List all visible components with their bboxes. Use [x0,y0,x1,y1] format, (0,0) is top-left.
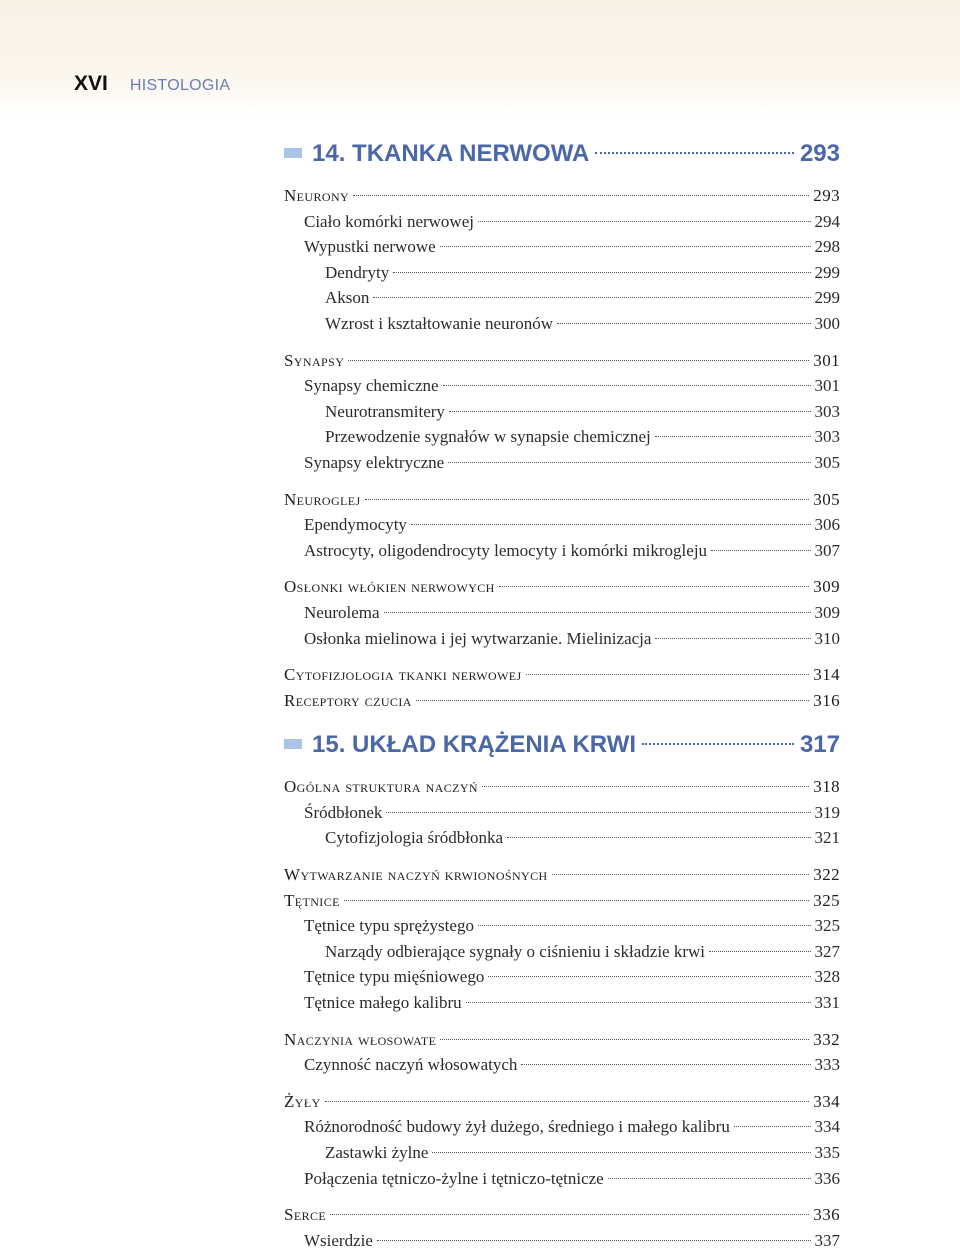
toc-entry [284,600,840,626]
toc-entry-label: Ependymocyty [304,515,407,535]
toc-entry-page: 319 [814,802,840,822]
toc-entry-label: Przewodzenie sygnałów w synapsie chemicznej [325,427,651,447]
toc-entry-page: 300 [814,313,840,333]
toc-entry [284,348,840,374]
chapter-page: 317 [799,731,840,759]
toc-entry-label: Neurolema [304,602,380,622]
toc-entry-label: Astrocyty, oligodendrocyty lemocyty i komórki mikrogleju [304,540,708,560]
toc-entry [284,487,840,513]
toc-entry [284,1052,840,1078]
toc-entry-page: 293 [813,186,840,205]
dot-leader [448,462,810,463]
toc-entry [284,1228,840,1253]
chapter-marker-icon [284,148,302,158]
toc-entry [284,990,840,1016]
toc-entry [284,1027,840,1053]
toc-entry-label: Połączenia tętniczo-żylne i tętniczo-tętnicze [304,1168,604,1188]
toc-entry [284,538,840,564]
toc-entry-label: Neurotransmitery [325,401,445,421]
toc-entry-page: 309 [813,577,840,597]
group-gap [284,337,840,348]
dot-leader [734,1126,811,1127]
dot-leader [595,152,794,154]
toc-entry [284,311,840,337]
toc-entry-label: Wzrost i kształtowanie neuronów [325,313,554,333]
dot-leader [642,743,794,745]
toc-entry-label: Tętnice małego kalibru [304,993,462,1013]
dot-leader [655,436,811,437]
toc-entry-page: 322 [813,865,840,885]
toc-entry-label: Osłonka mielinowa i jej wytwarzanie. Mielinizacja [304,628,652,648]
toc-entry [284,209,840,235]
toc-entry [284,688,840,714]
heading-gap [284,763,840,774]
header-band [0,0,960,118]
toc-entry [284,373,840,399]
toc-entry-page: 325 [814,916,840,936]
dot-leader [365,499,810,500]
toc-entry-page: 316 [813,690,840,710]
toc-entry [284,888,840,914]
dot-leader [393,272,810,273]
toc-entry-page: 299 [814,262,840,282]
table-of-contents [284,136,840,1253]
toc-entry-label: Tętnice typu mięśniowego [304,967,485,987]
toc-entry-page: 306 [814,515,840,535]
toc-entry [284,450,840,476]
toc-entry-label: Wytwarzanie naczyń krwionośnych [284,865,548,885]
chapter-marker-icon [284,739,302,749]
toc-entry [284,913,840,939]
dot-leader [344,900,809,901]
toc-entry-page: 332 [813,1029,840,1049]
toc-entry-page: 337 [814,1230,840,1250]
toc-entry-page: 325 [813,890,840,910]
dot-leader [608,1178,811,1179]
toc-entry-label: Wsierdzie [304,1230,373,1250]
toc-entry-page: 303 [814,401,840,421]
group-gap [284,651,840,662]
toc-entry-label: Naczynia włosowate [284,1029,437,1049]
toc-entry-page: 305 [813,489,840,509]
toc-entry-page: 321 [814,828,840,848]
toc-entry-page: 334 [813,1091,840,1111]
toc-entry-label: Narządy odbierające sygnały o ciśnieniu i składzie krwi [325,941,706,961]
dot-leader [416,700,810,701]
toc-entry [284,285,840,311]
toc-entry [284,800,840,826]
group-gap [284,1078,840,1089]
toc-entry-page: 334 [814,1117,840,1137]
toc-entry-page: 333 [814,1055,840,1075]
group-gap [284,1191,840,1202]
toc-entry-label: Ciało komórki nerwowej [304,211,474,231]
group-gap [284,563,840,574]
chapter-title: 14. TKANKA NERWOWA [312,140,590,167]
toc-entry-label: Synapsy chemiczne [304,376,439,396]
toc-entry [284,825,840,851]
toc-entry-page: 331 [814,993,840,1013]
dot-leader [557,323,810,324]
dot-leader [711,550,810,551]
dot-leader [478,221,811,222]
toc-entry [284,774,840,800]
toc-entry [284,939,840,965]
toc-entry-page: 335 [814,1143,840,1162]
toc-entry [284,234,840,260]
dot-leader [386,812,810,813]
toc-entry [284,574,840,600]
toc-entry [284,626,840,652]
dot-leader [507,837,810,838]
dot-leader [443,385,811,386]
toc-entry-page: 301 [813,350,840,370]
toc-entry-label: Synapsy [284,350,345,370]
dot-leader [373,297,810,298]
toc-entry-page: 307 [814,540,840,560]
toc-entry [284,1114,840,1140]
toc-entry-label: Neurony [284,186,350,205]
toc-entry-page: 314 [813,665,840,685]
dot-leader [432,1152,810,1153]
running-head [74,72,230,96]
toc-entry [284,1202,840,1228]
toc-entry-page: 298 [814,237,840,257]
dot-leader [384,612,811,613]
dot-leader [499,586,810,587]
toc-entry-label: Receptory czucia [284,690,412,710]
toc-entry-page: 336 [813,1205,840,1225]
toc-entry-label: Cytofizjologia tkanki nerwowej [284,665,522,685]
dot-leader [466,1002,811,1003]
dot-leader [709,951,810,952]
toc-entry-page: 301 [814,376,840,396]
toc-entry-label: Neuroglej [284,489,361,509]
toc-entry-page: 310 [814,628,840,648]
heading-gap [284,172,840,183]
dot-leader [348,360,809,361]
toc-entry-label: Żyły [284,1091,321,1111]
toc-entry-page: 303 [814,427,840,447]
group-gap [284,1016,840,1027]
toc-entry-page: 327 [814,941,840,961]
toc-entry [284,1140,840,1166]
toc-entry [284,862,840,888]
toc-entry-label: Dendryty [325,262,390,282]
toc-entry-page: 328 [814,967,840,987]
book-title: HISTOLOGIA [129,77,231,94]
dot-leader [325,1101,810,1102]
group-gap [284,851,840,862]
dot-leader [377,1240,811,1241]
dot-leader [521,1064,810,1065]
page-folio: XVI [74,72,108,95]
dot-leader [488,976,810,977]
dot-leader [440,1039,809,1040]
toc-entry [284,183,840,209]
toc-entry-page: 299 [814,288,840,308]
dot-leader [655,638,810,639]
dot-leader [440,246,811,247]
toc-entry-label: Śródbłonek [304,802,383,822]
toc-entry-page: 305 [814,452,840,472]
dot-leader [482,786,809,787]
toc-entry [284,424,840,450]
toc-entry-label: Zastawki żylne [325,1143,429,1162]
toc-entry-label: Synapsy elektryczne [304,452,445,472]
toc-entry-label: Akson [325,288,370,308]
chapter-title: 15. UKŁAD KRĄŻENIA KRWI [312,731,637,759]
toc-entry-page: 318 [813,777,840,797]
toc-entry [284,399,840,425]
chapter-heading [284,727,840,763]
dot-leader [353,195,809,196]
toc-entry-label: Ogólna struktura naczyń [284,777,478,797]
toc-entry-label: Czynność naczyń włosowatych [304,1055,518,1075]
chapter-page: 293 [799,140,840,167]
toc-entry [284,1089,840,1115]
dot-leader [449,411,811,412]
toc-entry-label: Wypustki nerwowe [304,237,436,257]
toc-entry [284,260,840,286]
toc-entry [284,1166,840,1192]
toc-entry-page: 336 [814,1168,840,1188]
toc-entry-label: Tętnice typu sprężystego [304,916,474,936]
dot-leader [552,874,810,875]
section-gap [284,713,840,727]
toc-entry-label: Osłonki włókien nerwowych [284,577,495,597]
toc-entry-label: Cytofizjologia śródbłonka [325,828,504,848]
toc-entry [284,512,840,538]
dot-leader [330,1214,809,1215]
toc-entry-label: Różnorodność budowy żył dużego, średniego i małego kalibru [304,1117,730,1137]
group-gap [284,476,840,487]
dot-leader [526,674,810,675]
chapter-heading [284,136,840,172]
toc-entry [284,964,840,990]
toc-entry-page: 309 [814,602,840,622]
toc-entry [284,662,840,688]
toc-entry-page: 294 [814,211,840,231]
dot-leader [411,524,811,525]
dot-leader [478,925,811,926]
toc-entry-label: Serce [284,1205,327,1225]
toc-entry-label: Tętnice [284,890,340,910]
